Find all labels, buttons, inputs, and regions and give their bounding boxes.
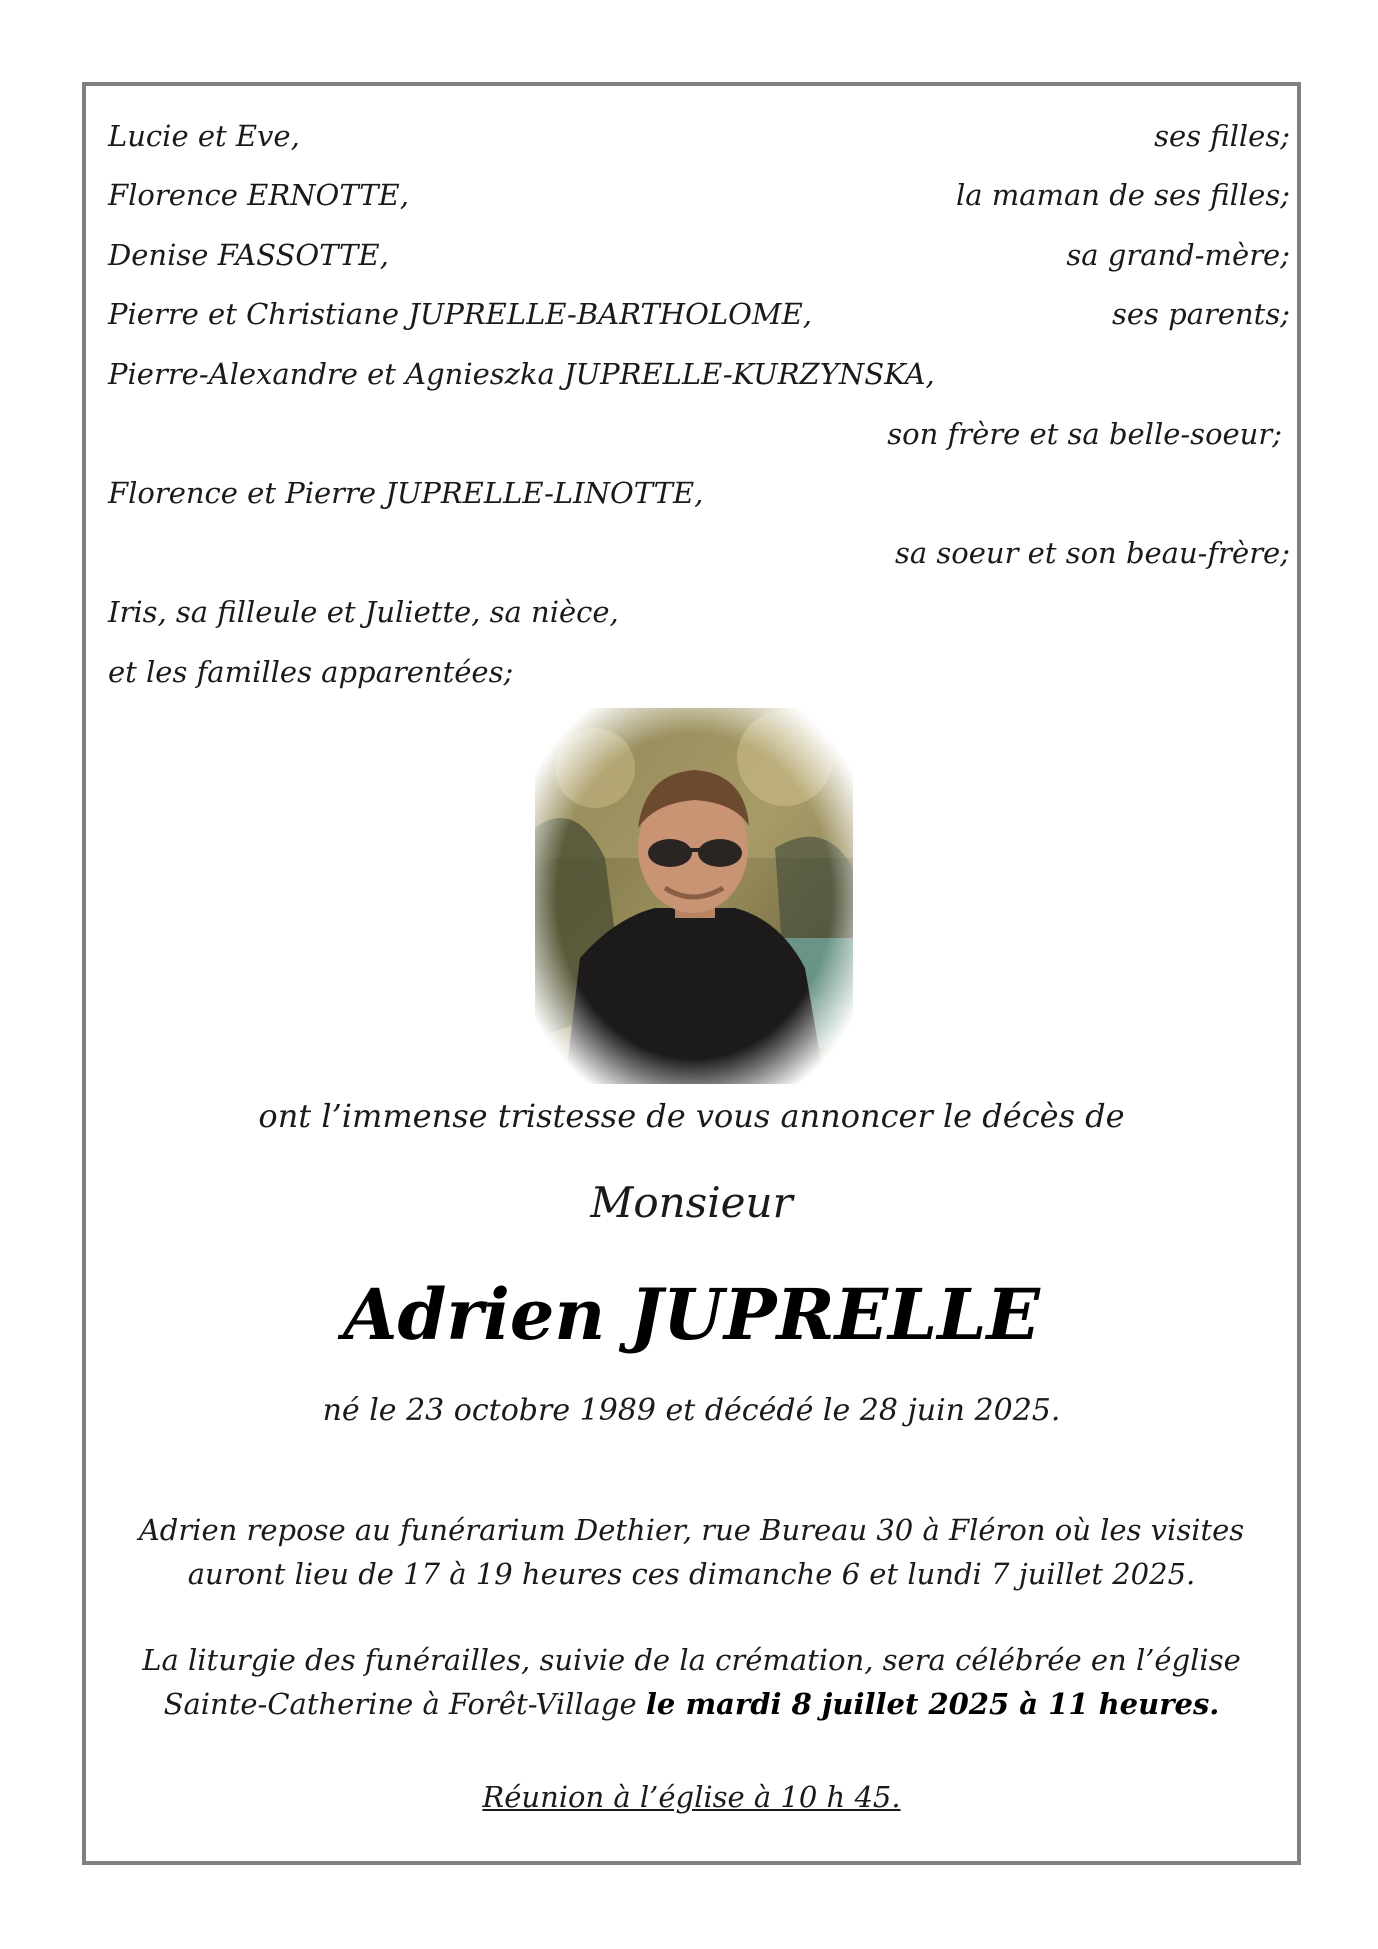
family-relation: la maman de ses filles; [955, 178, 1290, 212]
visitation-line: Adrien repose au funérarium Dethier, rue Bureau 30 à Fléron où les visites [138, 1513, 1245, 1547]
family-row [108, 175, 1290, 215]
announcement-text: ont l’immense tristesse de vous annoncer le décès de [258, 1097, 1125, 1135]
family-relation: son frère et sa belle-soeur; [887, 417, 1282, 451]
family-row [108, 116, 1290, 156]
birth-death-dates: né le 23 octobre 1989 et décédé le 28 juin 2025. [322, 1393, 1061, 1428]
family-row [108, 235, 1290, 275]
funeral-datetime: le mardi 8 juillet 2025 à 11 heures. [645, 1687, 1220, 1721]
funeral-paragraph [82, 1638, 1301, 1726]
family-name: Pierre et Christiane JUPRELLE-BARTHOLOME, [108, 297, 812, 331]
family-row [108, 652, 1290, 692]
family-row [108, 533, 1290, 573]
family-row [108, 294, 1290, 334]
family-relation: sa soeur et son beau-frère; [895, 536, 1290, 570]
deceased-name: Adrien JUPRELLE [343, 1273, 1040, 1356]
family-name: Lucie et Eve, [108, 119, 300, 153]
funeral-line [82, 1682, 1301, 1726]
family-relation: sa grand-mère; [1066, 238, 1290, 272]
family-name: Pierre-Alexandre et Agnieszka JUPRELLE-KURZYNSKA, [108, 357, 935, 391]
family-name: et les familles apparentées; [108, 655, 514, 689]
family-row [108, 354, 1290, 394]
funeral-location: Sainte-Catherine à Forêt-Village [163, 1687, 646, 1721]
visitation-paragraph [82, 1508, 1301, 1596]
family-relation: ses filles; [1154, 119, 1290, 153]
meeting-note: Réunion à l’église à 10 h 45. [482, 1780, 901, 1814]
family-name: Florence et Pierre JUPRELLE-LINOTTE, [108, 476, 704, 510]
visitation-line: auront lieu de 17 à 19 heures ces dimanche 6 et lundi 7 juillet 2025. [187, 1557, 1196, 1591]
family-name: Florence ERNOTTE, [108, 178, 409, 212]
family-row [108, 473, 1290, 513]
honorific-text: Monsieur [590, 1178, 793, 1227]
funeral-line: La liturgie des funérailles, suivie de la crémation, sera célébrée en l’église [142, 1643, 1241, 1677]
family-relation: ses parents; [1111, 297, 1290, 331]
family-name: Denise FASSOTTE, [108, 238, 389, 272]
family-row [108, 592, 1290, 632]
family-row [108, 414, 1290, 454]
family-name: Iris, sa filleule et Juliette, sa nièce, [108, 595, 619, 629]
portrait-photo [535, 708, 853, 1084]
